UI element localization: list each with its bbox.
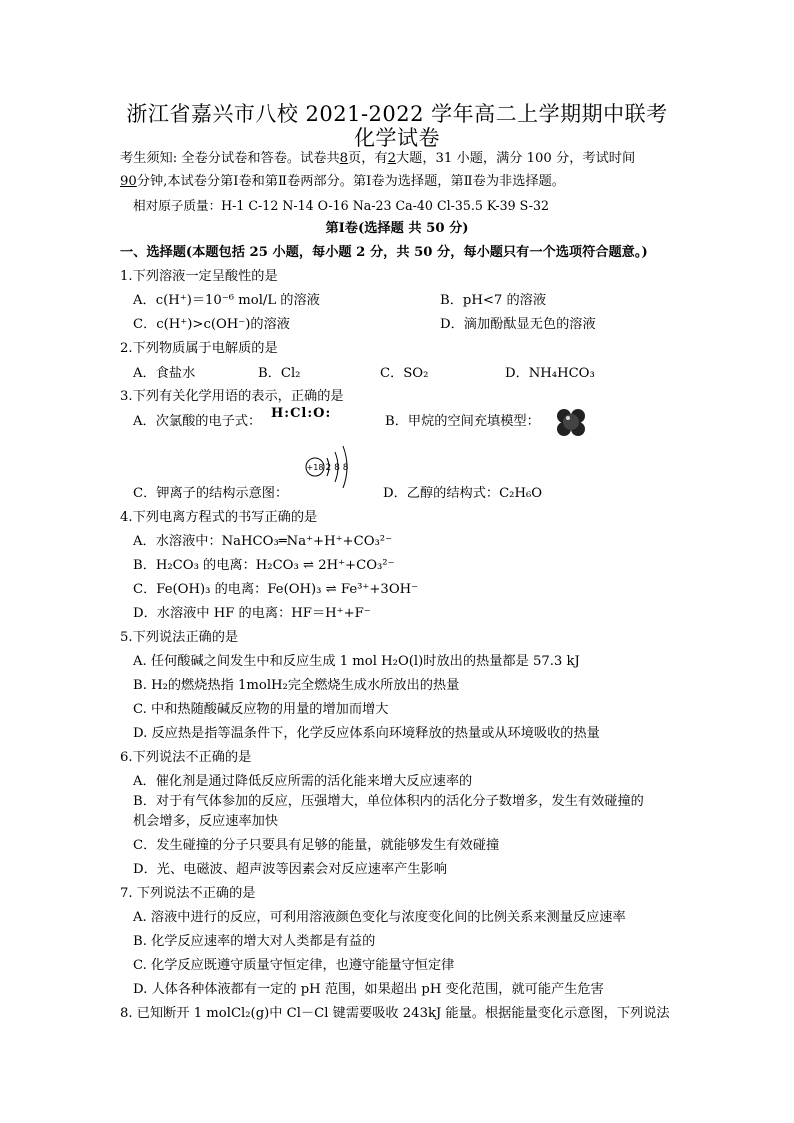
q4-stem: 4.下列电离方程式的书写正确的是 (120, 510, 318, 525)
exam-subtitle: 化学试卷 (354, 126, 440, 150)
q3-option-b: B．甲烷的空间充填模型： (385, 414, 540, 429)
q6-option-b-line1: B．对于有气体参加的反应，压强增大，单位体积内的活化分子数增多，发生有效碰撞的 (133, 794, 644, 809)
q7-option-c: C. 化学反应既遵守质量守恒定律，也遵守能量守恒定律 (133, 958, 455, 973)
q8-stem: 8. 已知断开 1 molCl₂(g)中 Cl－Cl 键需要吸收 243kJ 能量。根据能量变化示意图，下列说法 (120, 1006, 670, 1021)
q6-option-b-line2: 机会增多，反应速率加快 (133, 814, 279, 829)
notice-line-1: 考生须知: 全卷分试卷和答卷。试卷共8页，有2大题，31 小题，满分 100 分，考试时间 (120, 151, 636, 166)
q5-stem: 5.下列说法正确的是 (120, 630, 239, 645)
q7-option-b: B. 化学反应速率的增大对人类都是有益的 (133, 934, 376, 949)
section-count: 2 (387, 151, 396, 166)
q2-option-a: A．食盐水 (133, 366, 196, 381)
hocl-electron-formula: H:Cl:O: (271, 406, 332, 421)
q6-option-d: D．光、电磁波、超声波等因素会对反应速率产生影响 (133, 862, 447, 877)
q1-option-b: B．pH<7 的溶液 (440, 293, 547, 308)
q1-option-c: C．c(H⁺)>c(OH⁻)的溶液 (133, 317, 290, 332)
q4-option-b: B．H₂CO₃ 的电离：H₂CO₃ ⇌ 2H⁺+CO₃²⁻ (133, 558, 395, 573)
part1-heading: 第Ⅰ卷(选择题 共 50 分) (325, 221, 469, 236)
page-count: 8 (339, 151, 349, 166)
q5-option-d: D. 反应热是指等温条件下，化学反应体系向环境释放的热量或从环境吸收的热量 (133, 726, 600, 741)
q2-option-c: C．SO₂ (380, 366, 429, 381)
q7-option-d: D. 人体各种体液都有一定的 pH 范围，如果超出 pH 变化范围，就可能产生危害 (133, 982, 604, 997)
q5-option-a: A. 任何酸碱之间发生中和反应生成 1 mol H₂O(l)时放出的热量都是 57.3 kJ (133, 654, 580, 669)
q3-stem: 3.下列有关化学用语的表示，正确的是 (120, 389, 344, 404)
notice-line-2: 90分钟,本试卷分第Ⅰ卷和第Ⅱ卷两部分。第Ⅰ卷为选择题，第Ⅱ卷为非选择题。 (120, 174, 565, 189)
q7-stem: 7. 下列说法不正确的是 (120, 886, 256, 901)
q1-option-a: A．c(H⁺)＝10⁻⁶ mol/L 的溶液 (133, 293, 320, 308)
exam-title: 浙江省嘉兴市八校 2021-2022 学年高二上学期期中联考 (126, 102, 668, 126)
atomic-masses: 相对原子质量：H-1 C-12 N-14 O-16 Na-23 Ca-40 Cl-35.5 K-39 S-32 (133, 198, 550, 213)
methane-space-filling-model (553, 404, 589, 440)
exam-minutes: 90 (120, 174, 137, 189)
k-ion-electron-shells: 2 8 8 (325, 463, 349, 473)
q3-option-d: D．乙醇的结构式：C₂H₆O (383, 486, 543, 501)
q4-option-d: D．水溶液中 HF 的电离：HF＝H⁺+F⁻ (133, 606, 371, 621)
q5-option-b: B. H₂的燃烧热指 1molH₂完全燃烧生成水所放出的热量 (133, 678, 460, 693)
q3-option-a: A．次氯酸的电子式： (133, 414, 262, 429)
q7-option-a: A. 溶液中进行的反应，可利用溶液颜色变化与浓度变化间的比例关系来测量反应速率 (133, 910, 626, 925)
potassium-ion-structure-diagram (300, 440, 360, 490)
q4-option-c: C．Fe(OH)₃ 的电离：Fe(OH)₃ ⇌ Fe³⁺+3OH⁻ (133, 582, 419, 597)
q2-option-b: B．Cl₂ (258, 366, 301, 381)
q4-option-a: A．水溶液中：NaHCO₃═Na⁺+H⁺+CO₃²⁻ (133, 534, 393, 549)
q3-option-c: C．钾离子的结构示意图： (133, 486, 289, 501)
section-instructions: 一、选择题(本题包括 25 小题，每小题 2 分，共 50 分，每小题只有一个选项符合题意。) (120, 245, 648, 260)
q2-option-d: D．NH₄HCO₃ (505, 366, 595, 381)
q1-stem: 1.下列溶液一定呈酸性的是 (120, 269, 278, 284)
q1-option-d: D．滴加酚酞显无色的溶液 (440, 317, 596, 332)
q6-option-c: C．发生碰撞的分子只要具有足够的能量，就能够发生有效碰撞 (133, 838, 500, 853)
q6-stem: 6.下列说法不正确的是 (120, 750, 252, 765)
q6-option-a: A．催化剂是通过降低反应所需的活化能来增大反应速率的 (133, 774, 473, 789)
q5-option-c: C. 中和热随酸碱反应物的用量的增加而增大 (133, 702, 389, 717)
q2-stem: 2.下列物质属于电解质的是 (120, 341, 278, 356)
k-ion-nucleus-charge: +18 (306, 463, 324, 472)
